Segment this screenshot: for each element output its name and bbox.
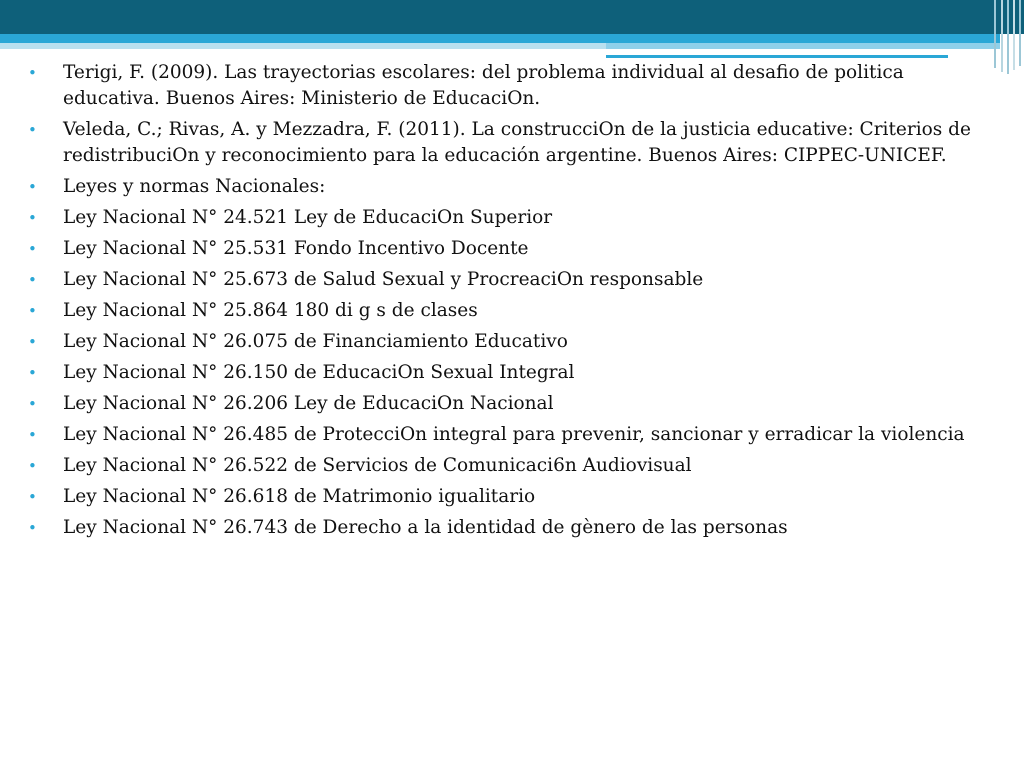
bullet-icon: • [28,209,37,227]
list-item-text: Veleda, C.; Rivas, A. y Mezzadra, F. (2011). La construcciOn de la justicia educative: Criterios de redistribuciOn y reconocimiento para la educación argentine. Buenos Aires: CIPPEC-UNICEF. [63,119,971,166]
list-item-text: Ley Nacional N° 26.075 de Financiamiento Educativo [63,331,568,352]
bullet-icon: • [28,240,37,258]
bullet-icon: • [28,519,37,537]
list-item [28,515,988,541]
list-item [28,360,988,386]
bullet-icon: • [28,178,37,196]
list-item [28,484,988,510]
list-item-text: Ley Nacional N° 26.618 de Matrimonio igualitario [63,486,536,507]
list-item-text: Ley Nacional N° 24.521 Ley de EducaciOn Superior [63,207,553,228]
header-band [0,0,1024,34]
bullet-icon: • [28,271,37,289]
list-item [28,422,988,448]
bullet-icon: • [28,121,37,139]
bullet-icon: • [28,395,37,413]
header-thin-line [606,55,948,58]
slide-content [28,60,988,546]
bullet-icon: • [28,302,37,320]
list-item-text: Leyes y normas Nacionales: [63,176,326,197]
list-item [28,267,988,293]
list-item [28,391,988,417]
bullet-icon: • [28,426,37,444]
bullet-icon: • [28,457,37,475]
list-item-text: Ley Nacional N° 26.522 de Servicios de Comunicaci6n Audiovisual [63,455,692,476]
list-item [28,298,988,324]
edge-decoration [1001,0,1003,72]
list-item-text: Ley Nacional N° 26.206 Ley de EducaciOn Nacional [63,393,554,414]
edge-decoration [1013,0,1015,70]
bullet-icon: • [28,333,37,351]
list-item-text: Ley Nacional N° 25.864 180 di g s de clases [63,300,478,321]
list-item [28,205,988,231]
header-stripe [0,34,1000,43]
list-item-text: Ley Nacional N° 26.485 de ProtecciOn integral para prevenir, sancionar y erradicar la violencia [63,424,965,445]
list-item [28,60,988,112]
edge-decoration [994,0,996,68]
list-item-text: Ley Nacional N° 25.673 de Salud Sexual y ProcreaciOn responsable [63,269,704,290]
list-item-text: Ley Nacional N° 25.531 Fondo Incentivo Docente [63,238,529,259]
list-item [28,117,988,169]
list-item-text: Ley Nacional N° 26.150 de EducaciOn Sexual Integral [63,362,575,383]
reference-list [28,60,988,541]
list-item [28,174,988,200]
bullet-icon: • [28,64,37,82]
bullet-icon: • [28,364,37,382]
edge-decoration [1007,0,1009,74]
header-stripe-accent [606,43,1000,49]
list-item [28,236,988,262]
header-stripe-light [0,43,606,49]
list-item-text: Ley Nacional N° 26.743 de Derecho a la identidad de gènero de las personas [63,517,788,538]
list-item [28,453,988,479]
edge-decoration [1019,0,1021,66]
list-item-text: Terigi, F. (2009). Las trayectorias escolares: del problema individual al desafio de politica educativa. Buenos Aires: Ministerio de EducaciOn. [63,62,904,109]
bullet-icon: • [28,488,37,506]
list-item [28,329,988,355]
